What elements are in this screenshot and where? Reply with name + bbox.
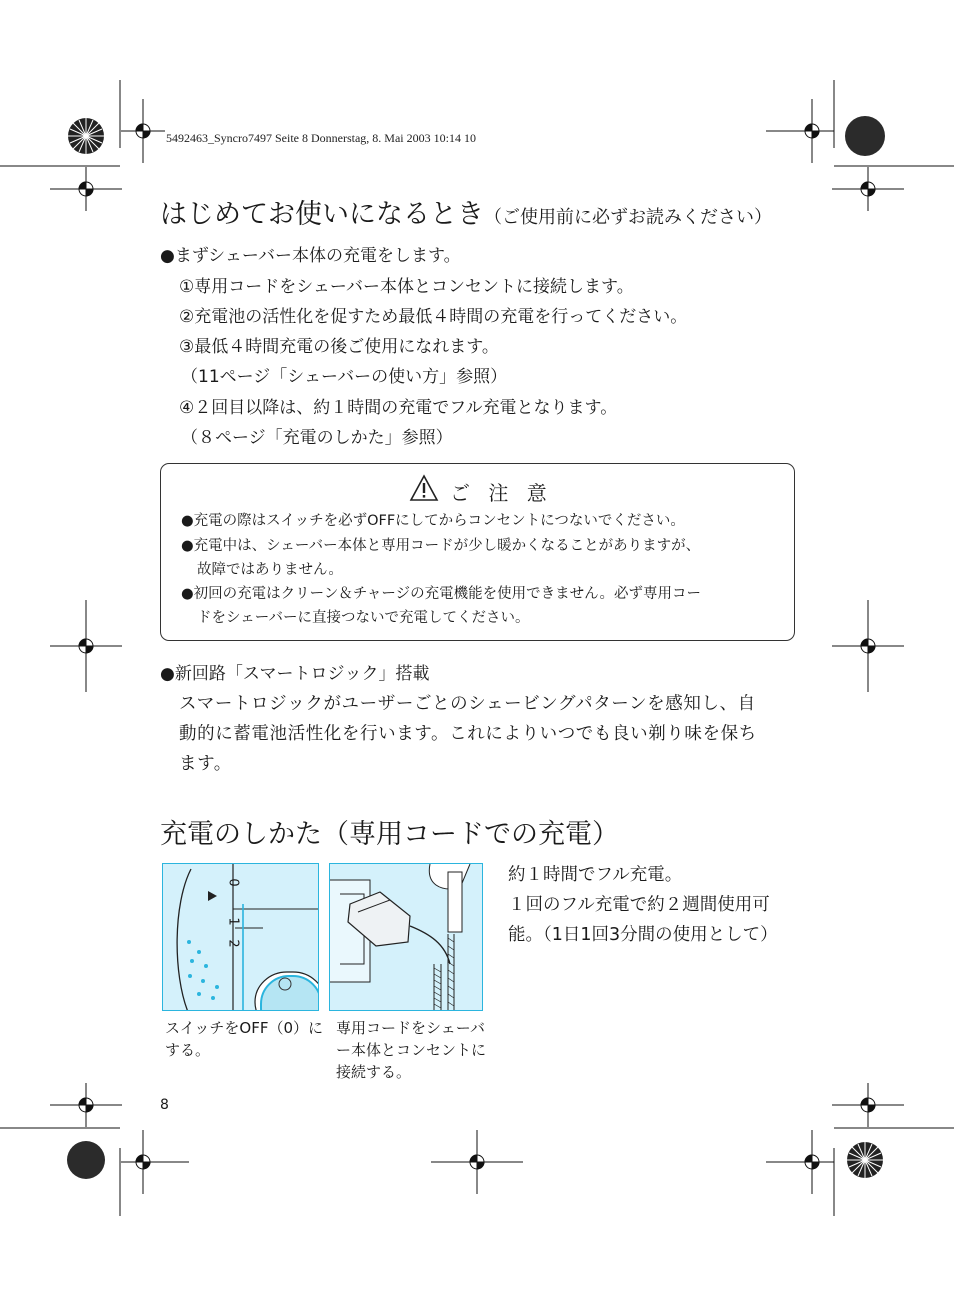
smartlogic-text: スマートロジックがユーザーごとのシェービングパターンを感知し、自 bbox=[179, 694, 756, 714]
caution-item: 故障ではありません。 bbox=[197, 562, 343, 578]
step-2: ②充電池の活性化を促すため最低４時間の充電を行ってください。 bbox=[179, 307, 688, 327]
smartlogic-bullet: ●新回路「スマートロジック」搭載 bbox=[160, 664, 430, 684]
caution-item: ●充電の際はスイッチを必ずOFFにしてからコンセントにつないでください。 bbox=[181, 513, 685, 529]
charging-desc: 能。（1日1回3分間の使用として） bbox=[508, 925, 778, 945]
switch-label-1: 1 bbox=[225, 917, 241, 926]
switch-label-0: 0 bbox=[225, 878, 241, 887]
smartlogic-text: 動的に蓄電池活性化を行います。これによりいつでも良い剃り味を保ち bbox=[179, 724, 757, 744]
section-title bbox=[160, 192, 772, 231]
step-4: ④２回目以降は、約１時間の充電でフル充電となります。 bbox=[179, 398, 618, 418]
figure-cord-caption: 専用コードをシェーバー本体とコンセントに接続する。 bbox=[336, 1019, 487, 1081]
warning-triangle-icon bbox=[409, 474, 439, 502]
figure-switch-caption: スイッチをOFF（0）にする。 bbox=[165, 1019, 324, 1059]
figure-switch bbox=[162, 863, 319, 1011]
step-1: ①専用コードをシェーバー本体とコンセントに接続します。 bbox=[179, 277, 634, 297]
caution-title: ご 注 意 bbox=[450, 481, 553, 505]
charge-bullet: ●まずシェーバー本体の充電をします。 bbox=[160, 246, 461, 266]
charging-desc: 約１時間でフル充電。 bbox=[508, 865, 683, 885]
power-cord-illustration bbox=[330, 864, 483, 1011]
figure-cord bbox=[329, 863, 483, 1011]
section-title-main: はじめてお使いになるとき bbox=[160, 199, 484, 230]
step-3: ③最低４時間充電の後ご使用になれます。 bbox=[179, 337, 499, 357]
step-3-ref: （11ページ「シェーバーの使い方」参照） bbox=[181, 367, 508, 387]
smartlogic-text: ます。 bbox=[179, 754, 232, 774]
page-number: 8 bbox=[160, 1097, 169, 1113]
section-title-charging: 充電のしかた（専用コードでの充電） bbox=[160, 819, 619, 850]
step-4-ref: （８ページ「充電のしかた」参照） bbox=[181, 428, 453, 448]
switch-label-2: 2 bbox=[225, 939, 241, 948]
section-title-sub: （ご使用前に必ずお読みください） bbox=[484, 207, 772, 228]
caution-item: ドをシェーバーに直接つないで充電してください。 bbox=[197, 610, 530, 626]
print-header: 5492463_Syncro7497 Seite 8 Donnerstag, 8. Mai 2003 10:14 10 bbox=[166, 131, 476, 145]
caution-item: ●充電中は、シェーバー本体と専用コードが少し暖かくなることがありますが、 bbox=[181, 538, 701, 554]
shaver-switch-illustration bbox=[163, 864, 319, 1011]
charging-desc: １回のフル充電で約２週間使用可 bbox=[508, 895, 770, 915]
caution-item: ●初回の充電はクリーン＆チャージの充電機能を使用できません。必ず専用コー bbox=[181, 586, 702, 602]
